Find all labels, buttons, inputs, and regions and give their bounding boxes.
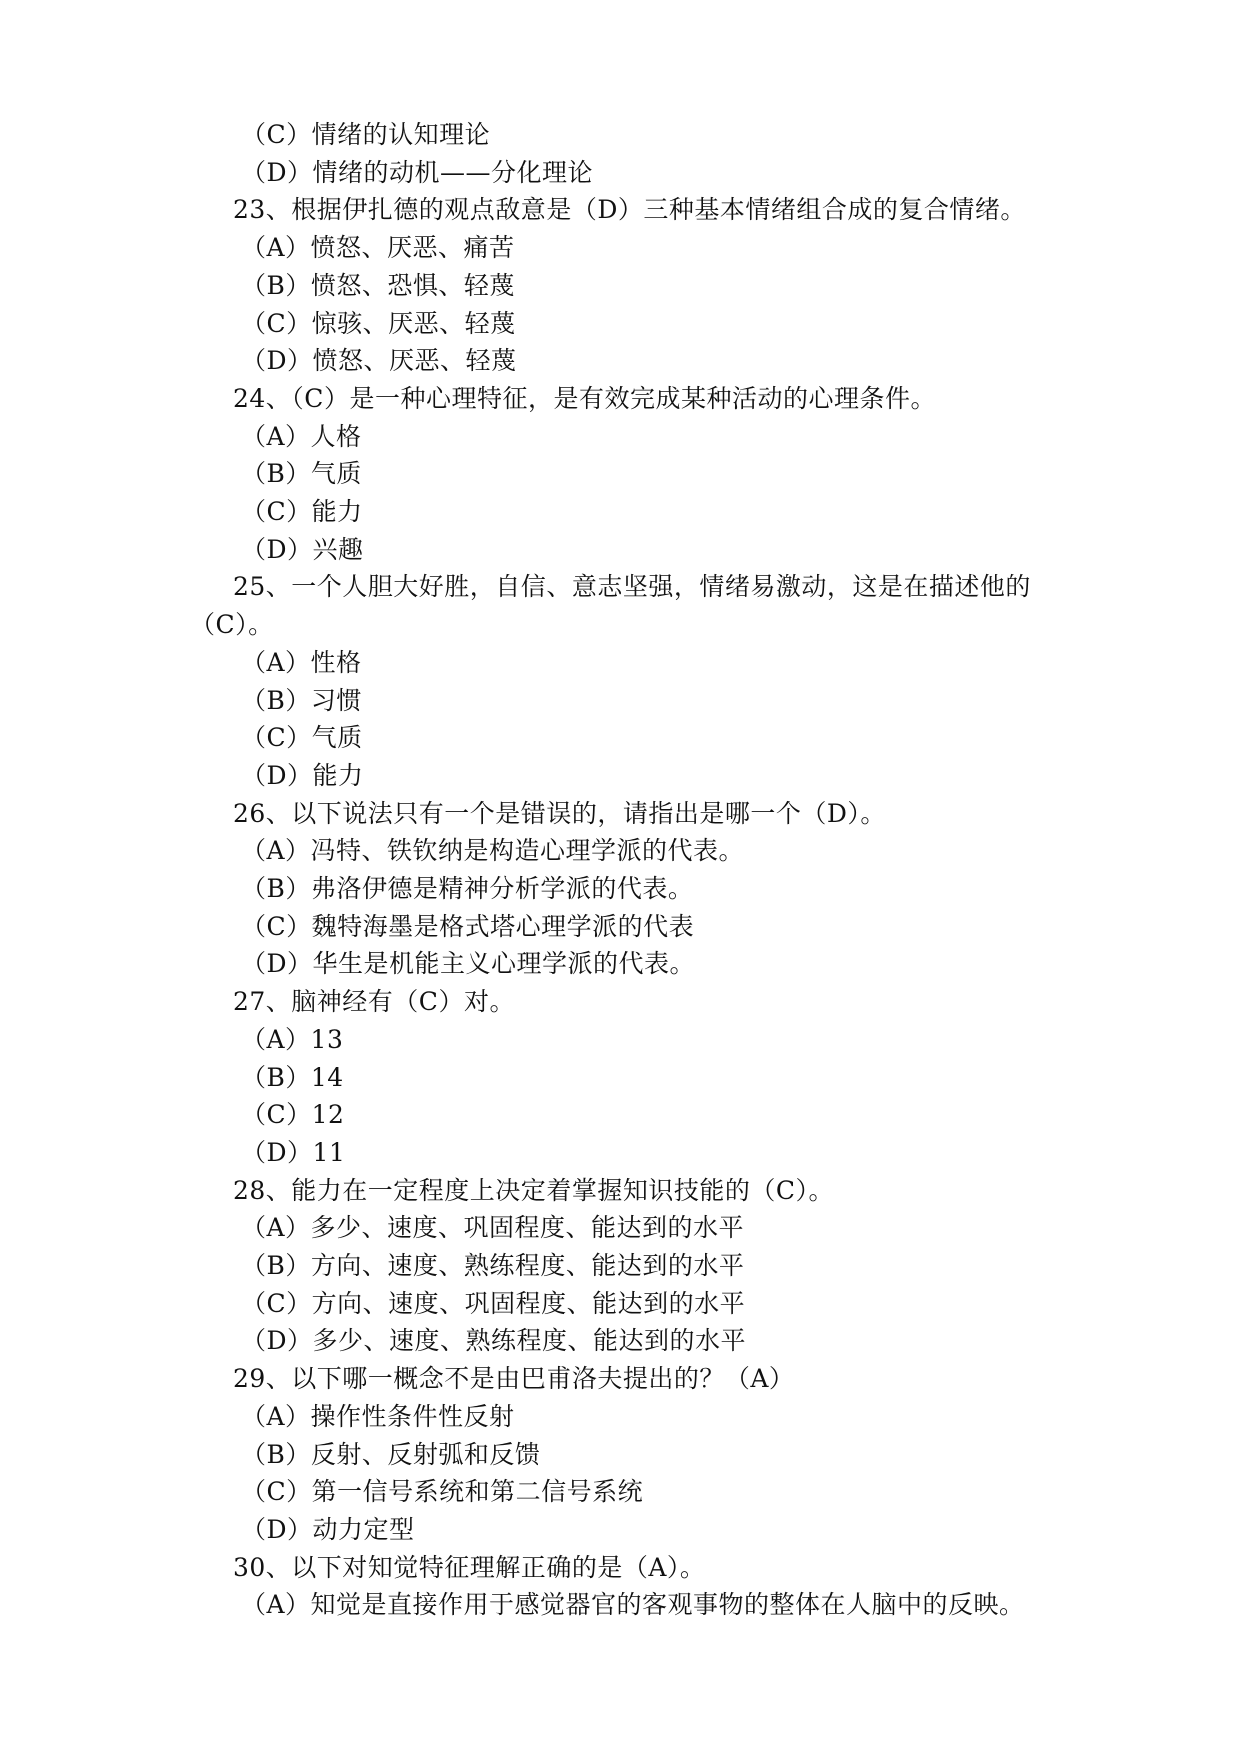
document-page (0, 118, 1241, 1718)
option-line: （A）冯特、铁钦纳是构造心理学派的代表。 (241, 836, 745, 866)
option-line: （C）第一信号系统和第二信号系统 (241, 1477, 644, 1507)
option-line: （D）兴趣 (241, 534, 364, 564)
question-line: 24、（C）是一种心理特征，是有效完成某种活动的心理条件。 (233, 383, 936, 413)
question-line: 27、脑神经有（C）对。 (233, 987, 515, 1017)
option-line: （A）操作性条件性反射 (241, 1401, 515, 1431)
option-line: （B）反射、反射弧和反馈 (241, 1439, 541, 1469)
option-line: （D）情绪的动机——分化理论 (241, 157, 594, 187)
option-line: （C）惊骇、厌恶、轻蔑 (241, 308, 516, 338)
option-line: （C）能力 (241, 497, 363, 526)
option-line: （B）14 (241, 1062, 344, 1092)
option-line: （D）11 (241, 1137, 346, 1167)
question-line: 25、一个人胆大好胜，自信、意志坚强，情绪易激动，这是在描述他的 (233, 572, 1031, 602)
option-line: （C）气质 (241, 723, 363, 753)
option-line: （D）愤怒、厌恶、轻蔑 (241, 346, 517, 376)
option-line: （A）13 (241, 1024, 344, 1054)
option-line: （B）气质 (241, 459, 362, 489)
question-line: 23、根据伊扎德的观点敌意是（D）三种基本情绪组合成的复合情绪。 (233, 195, 1026, 225)
option-line: （C）情绪的认知理论 (241, 120, 491, 149)
question-line: 30、以下对知觉特征理解正确的是（A）。 (233, 1552, 706, 1582)
option-line: （D）多少、速度、熟练程度、能达到的水平 (241, 1326, 747, 1356)
option-line: （B）弗洛伊德是精神分析学派的代表。 (241, 874, 694, 903)
question-line: 26、以下说法只有一个是错误的，请指出是哪一个（D）。 (233, 798, 886, 828)
question-line: 28、能力在一定程度上决定着掌握知识技能的（C）。 (233, 1175, 834, 1205)
option-line: （B）愤怒、恐惧、轻蔑 (241, 270, 515, 300)
option-line: （A）性格 (241, 647, 362, 677)
option-line: （A）人格 (241, 421, 362, 451)
option-line: （C）12 (241, 1100, 345, 1130)
option-line: （D）能力 (241, 760, 364, 790)
option-line: （A）知觉是直接作用于感觉器官的客观事物的整体在人脑中的反映。 (241, 1590, 1025, 1620)
question-continuation-line: （C）。 (190, 610, 274, 640)
option-line: （D）华生是机能主义心理学派的代表。 (241, 949, 696, 979)
option-line: （C）方向、速度、巩固程度、能达到的水平 (241, 1288, 746, 1318)
option-line: （A）愤怒、厌恶、痛苦 (241, 233, 515, 263)
option-line: （B）习惯 (241, 685, 362, 715)
question-line: 29、以下哪一概念不是由巴甫洛夫提出的？（A） (233, 1364, 795, 1394)
option-line: （A）多少、速度、巩固程度、能达到的水平 (241, 1213, 745, 1243)
option-line: （B）方向、速度、熟练程度、能达到的水平 (241, 1251, 745, 1280)
option-line: （D）动力定型 (241, 1514, 415, 1544)
option-line: （C）魏特海墨是格式塔心理学派的代表 (241, 911, 695, 941)
